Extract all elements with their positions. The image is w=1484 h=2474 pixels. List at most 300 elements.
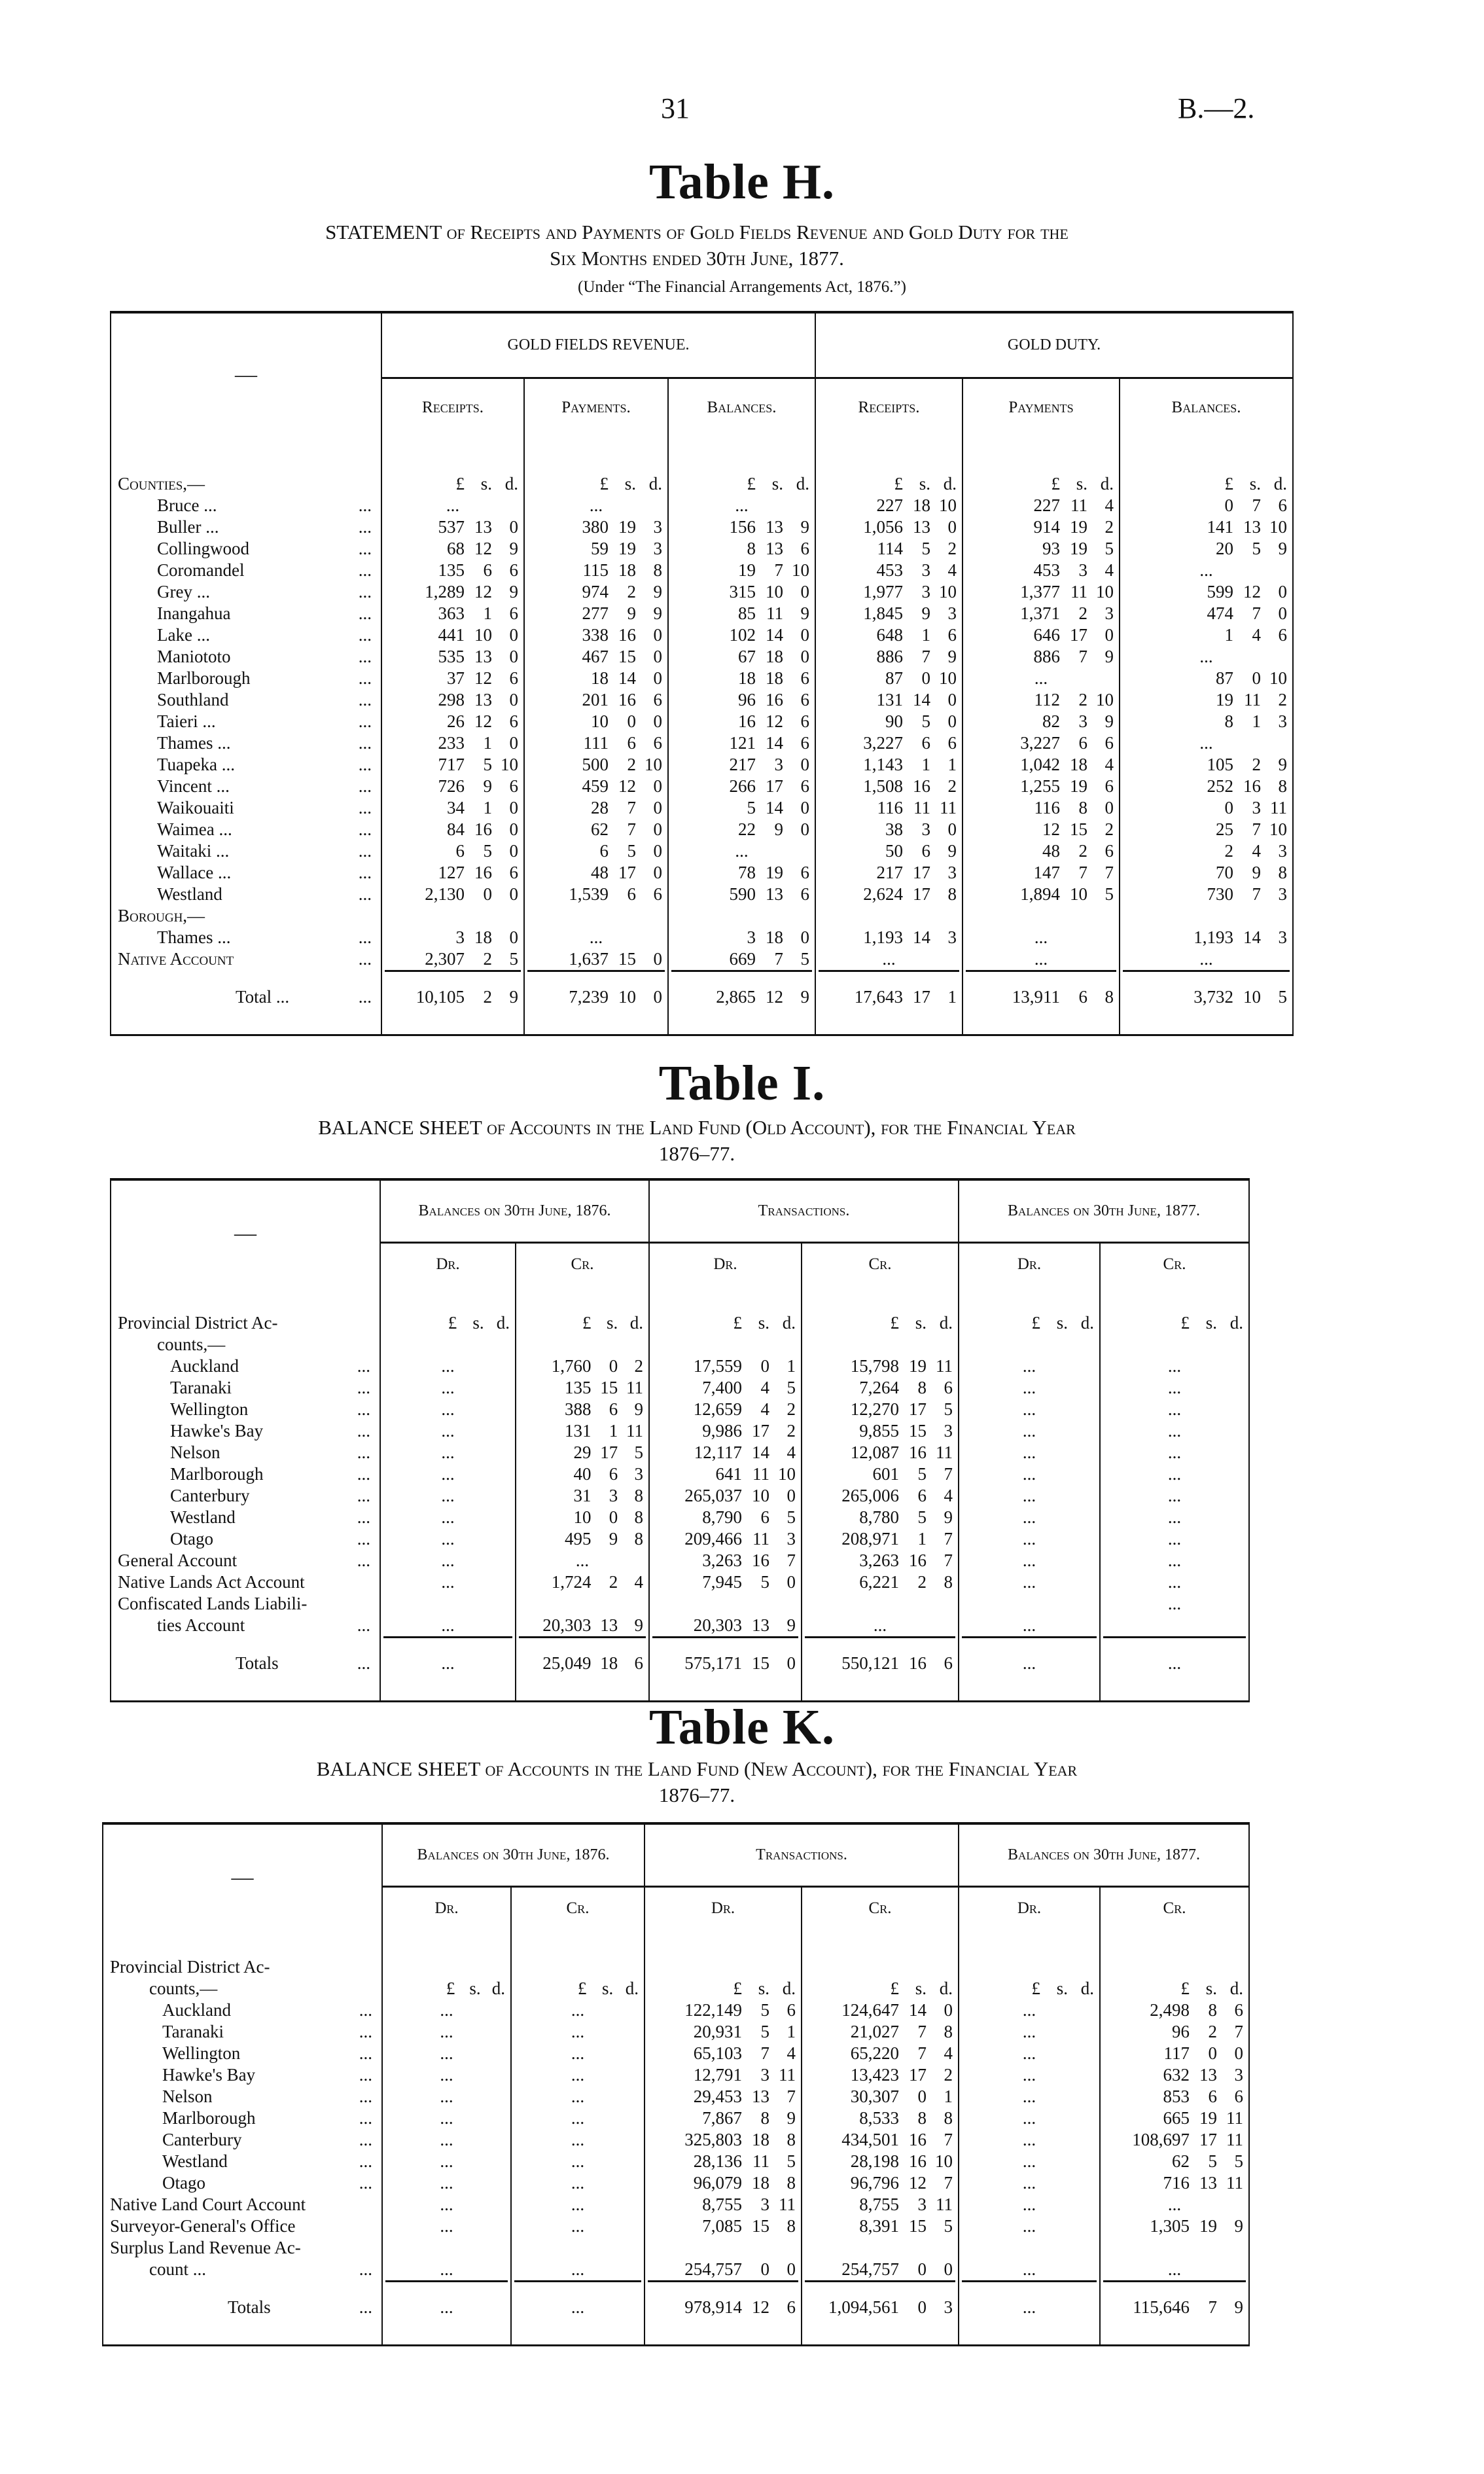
shillings: s.: [472, 1313, 484, 1333]
nil-marker: ...: [440, 2195, 453, 2214]
pounds: £: [1031, 1979, 1040, 1998]
amount: [802, 2064, 958, 2086]
amount-cell: [524, 970, 668, 1008]
nil-amount: [383, 2064, 510, 2086]
amount: [669, 754, 815, 776]
pence: 6: [1278, 625, 1288, 645]
pounds: 102: [729, 625, 756, 645]
amount: [816, 668, 962, 689]
shillings: 15: [618, 647, 636, 666]
amount-cell: [649, 1593, 802, 1615]
shillings: 1: [1252, 711, 1262, 731]
row-label-cell: [111, 516, 381, 538]
stub-header: —: [231, 1865, 254, 1890]
row-label: Surplus Land Revenue Ac-: [110, 2238, 301, 2257]
amount: [382, 711, 523, 732]
nil-marker: ...: [1022, 2297, 1036, 2317]
pounds: 96,079: [693, 2173, 742, 2193]
amount-cell: [959, 2215, 1100, 2237]
amount-cell: [1100, 1377, 1249, 1399]
row-label-cell: [111, 1420, 380, 1442]
pounds: 730: [1207, 884, 1234, 904]
nil-marker: ...: [1022, 1572, 1036, 1592]
pence: d.: [496, 1313, 510, 1333]
group-header-gold-duty: GOLD DUTY.: [815, 312, 1293, 378]
nil-marker: ...: [440, 2022, 453, 2041]
shillings: 14: [913, 927, 930, 947]
shillings: 1: [917, 1529, 927, 1549]
table-row: [103, 2021, 1249, 2043]
amount: [802, 1355, 958, 1377]
shillings: 19: [909, 1356, 927, 1376]
pence: 3: [653, 517, 662, 537]
pence: 8: [786, 2173, 796, 2193]
nil-amount: [381, 1355, 515, 1377]
row-label-cell: [111, 711, 381, 732]
amount-cell: [1100, 1615, 1249, 1636]
table-i-subtitle: [98, 1115, 1296, 1167]
shillings: 5: [760, 2022, 769, 2041]
amount-cell: [802, 1442, 959, 1463]
pence: 9: [1234, 2216, 1243, 2236]
nil-marker: ...: [440, 2297, 453, 2317]
amount-cell: [959, 1312, 1100, 1334]
amount-cell: [524, 668, 668, 689]
pence: 11: [626, 1421, 643, 1441]
row-label-cell: [111, 927, 381, 948]
shillings: 13: [474, 690, 492, 709]
shillings: 13: [766, 517, 783, 537]
pence: 0: [509, 625, 518, 645]
table-h-subtitle-line-2: Six Months ended 30th June, 1877.: [550, 247, 844, 270]
pounds: 141: [1207, 517, 1234, 537]
shillings: 3: [917, 2195, 927, 2214]
shillings: 13: [752, 1615, 769, 1635]
nil-marker: ...: [441, 1464, 455, 1484]
shillings: 19: [618, 517, 636, 537]
amount: [1101, 1999, 1248, 2021]
amount: [1101, 2297, 1248, 2318]
amount-cell: [516, 1485, 649, 1507]
nil-amount: [383, 2172, 510, 2194]
amount-cell: [511, 2021, 645, 2043]
amount: [650, 1528, 801, 1550]
pounds: 5: [747, 798, 756, 817]
pence: d.: [782, 1979, 796, 1998]
dot-leader: ...: [357, 1529, 370, 1549]
pence: 4: [786, 2043, 796, 2063]
table-row: [111, 1507, 1249, 1528]
amount: [1101, 2021, 1248, 2043]
group-header-balances-1877: Balances on 30th June, 1877.: [959, 1179, 1249, 1242]
pence: 3: [1278, 841, 1288, 861]
row-label: Provincial District Ac-: [110, 1957, 270, 1977]
amount: [645, 2064, 801, 2086]
shillings: s.: [1205, 1979, 1217, 1998]
shillings: 13: [474, 647, 492, 666]
shillings: 2: [483, 987, 492, 1007]
amount-cell: [1100, 1334, 1249, 1355]
amount-cell: [524, 495, 668, 516]
pounds: 10: [573, 1507, 592, 1527]
shillings: 10: [752, 1486, 769, 1505]
amount: [516, 1463, 648, 1485]
pounds: 974: [582, 582, 609, 601]
nil-marker: ...: [1167, 1507, 1182, 1527]
group-header-balances-1876: Balances on 30th June, 1876.: [380, 1179, 649, 1242]
pence: 0: [786, 2259, 796, 2279]
shillings: s.: [601, 1979, 614, 1998]
shillings: 3: [609, 1486, 618, 1505]
row-label: Coromandel: [157, 560, 245, 580]
pounds: 2,498: [1150, 2000, 1190, 2020]
amount: [816, 516, 962, 538]
shillings: 9: [627, 603, 636, 623]
pence: 0: [653, 863, 662, 882]
amount-cell: [802, 2107, 959, 2129]
shillings: 14: [1243, 927, 1262, 947]
pounds: 37: [447, 668, 465, 688]
nil-amount: [381, 1653, 515, 1674]
amount: [802, 1653, 958, 1674]
sum-rule: [1103, 1636, 1246, 1638]
pounds: £: [733, 1313, 742, 1333]
pounds: 599: [1207, 582, 1234, 601]
nil-marker: ...: [589, 927, 603, 947]
amount-cell: [963, 516, 1120, 538]
amount: [382, 603, 523, 624]
row-label-cell: [111, 862, 381, 884]
amount-cell: [516, 1463, 649, 1485]
shillings: 6: [609, 1464, 618, 1484]
pounds: £: [1051, 474, 1060, 493]
amount: [1120, 473, 1292, 495]
shillings: 7: [627, 819, 636, 839]
table-row: [111, 1571, 1249, 1593]
amount: [1120, 689, 1292, 711]
shillings: s.: [1205, 1313, 1217, 1333]
amount-cell: [645, 1956, 802, 1978]
amount: [1120, 668, 1292, 689]
pounds: 20,931: [693, 2022, 742, 2041]
dot-leader: ...: [357, 1399, 370, 1419]
amount-cell: [524, 581, 668, 603]
pence: 0: [1278, 603, 1288, 623]
table-row: [103, 2064, 1249, 2086]
pounds: 3: [747, 927, 756, 947]
amount-cell: [963, 732, 1120, 754]
pence: 6: [800, 884, 809, 904]
amount-cell: [511, 2129, 645, 2151]
nil-marker: ...: [571, 2043, 585, 2063]
pounds: 1,143: [863, 755, 903, 774]
amount-cell: [815, 689, 963, 711]
pounds: 641: [715, 1464, 742, 1484]
pounds: 3: [455, 927, 465, 947]
nil-amount: [381, 1463, 515, 1485]
shillings: 5: [917, 1507, 927, 1527]
nil-amount: [959, 1999, 1099, 2021]
table-i-title: Table I.: [658, 1056, 826, 1111]
table-row: [103, 2215, 1249, 2237]
sum-rule: [805, 2280, 955, 2282]
row-label-cell: [111, 1463, 380, 1485]
nil-marker: ...: [1034, 927, 1048, 947]
nil-amount: [383, 2194, 510, 2215]
row-label: Hawke's Bay: [170, 1421, 264, 1441]
amount-cell: [1100, 1355, 1249, 1377]
amount-cell: [381, 581, 524, 603]
nil-amount: [959, 2129, 1099, 2151]
nil-marker: ...: [1022, 2216, 1036, 2236]
amount-cell: [649, 1399, 802, 1420]
col-header: Balances.: [1120, 378, 1293, 437]
pence: 2: [786, 1399, 796, 1419]
pounds: 96: [738, 690, 756, 709]
amount: [1120, 862, 1292, 884]
pounds: 124,647: [841, 2000, 899, 2020]
amount-cell: [645, 2237, 802, 2259]
amount-cell: [963, 538, 1120, 560]
pence: 6: [1104, 776, 1114, 796]
shillings: 0: [627, 711, 636, 731]
amount: [1120, 516, 1292, 538]
pence: 6: [800, 776, 809, 796]
shillings: 3: [1252, 798, 1262, 817]
table-row: [111, 840, 1293, 862]
nil-marker: ...: [571, 2259, 585, 2279]
row-label: Otago: [162, 2173, 205, 2193]
row-label-cell: [111, 1377, 380, 1399]
pence: 5: [944, 1399, 953, 1419]
amount: [645, 2021, 801, 2043]
table-row: [103, 2194, 1249, 2215]
pounds: 135: [564, 1378, 592, 1397]
amount: [802, 1377, 958, 1399]
shillings: 13: [752, 2087, 769, 2106]
shillings: 1: [921, 755, 930, 774]
nil-amount: [512, 2259, 644, 2280]
row-label-cell: [103, 1956, 382, 1978]
row-label: Canterbury: [170, 1486, 250, 1505]
shillings: 2: [1078, 841, 1087, 861]
amount-cell: [963, 776, 1120, 797]
row-label: Totals: [228, 2297, 271, 2317]
pounds: 1,724: [551, 1572, 592, 1592]
pence: 7: [944, 1464, 953, 1484]
pence: 0: [509, 927, 518, 947]
amount-cell: [959, 1463, 1100, 1485]
amount: [816, 624, 962, 646]
pounds: 8,391: [859, 2216, 899, 2236]
amount: [382, 927, 523, 948]
amount-cell: [382, 1956, 511, 1978]
pence: 3: [947, 863, 957, 882]
amount: [802, 2215, 958, 2237]
pounds: £: [577, 1979, 587, 1998]
table-i-subtitle-line-1: BALANCE SHEET of Accounts in the Land Fund (Old Account), for the Financial Year: [318, 1116, 1076, 1139]
row-label-cell: [111, 1636, 380, 1674]
shillings: 14: [752, 1443, 769, 1462]
amount-cell: [959, 1615, 1100, 1636]
amount-cell: [959, 1399, 1100, 1420]
pence: 2: [1104, 517, 1114, 537]
amount-cell: [380, 1593, 516, 1615]
amount-cell: [381, 560, 524, 581]
pounds: 6: [455, 841, 465, 861]
pounds: 7,085: [702, 2216, 742, 2236]
table-h: [110, 311, 1294, 1036]
pence: 0: [509, 517, 518, 537]
amount: [802, 2151, 958, 2172]
shillings: 12: [474, 711, 492, 731]
col-header: Payments.: [524, 378, 668, 437]
nil-amount: [512, 2086, 644, 2107]
pence: 6: [509, 560, 518, 580]
shillings: 18: [1070, 755, 1087, 774]
nil-marker: ...: [1022, 1378, 1036, 1397]
nil-amount: [381, 1528, 515, 1550]
dot-leader: ...: [358, 733, 372, 753]
nil-amount: [959, 2064, 1099, 2086]
shillings: 19: [1070, 539, 1087, 558]
amount-cell: [959, 1978, 1100, 1999]
amount-cell: [815, 646, 963, 668]
amount: [802, 1399, 958, 1420]
row-label-cell: [103, 2215, 382, 2237]
table-row: [111, 1550, 1249, 1571]
pounds: 10: [591, 711, 609, 731]
amount-cell: [802, 2064, 959, 2086]
amount-cell: [649, 1485, 802, 1507]
amount-cell: [524, 776, 668, 797]
pounds: 227: [876, 495, 903, 515]
amount-cell: [649, 1528, 802, 1550]
shillings: 0: [917, 2259, 927, 2279]
pence: 6: [800, 733, 809, 753]
amount-cell: [802, 2151, 959, 2172]
amount-cell: [511, 1999, 645, 2021]
shillings: 16: [618, 625, 636, 645]
pence: 3: [1278, 927, 1288, 947]
amount-cell: [963, 970, 1120, 1008]
nil-marker: ...: [440, 2216, 453, 2236]
shillings: 6: [921, 841, 930, 861]
table-row: [111, 603, 1293, 624]
dot-leader: ...: [358, 987, 372, 1007]
amount: [669, 603, 815, 624]
nil-marker: ...: [441, 1572, 455, 1592]
shillings: s.: [919, 474, 930, 493]
nil-marker: ...: [735, 495, 749, 515]
shillings: 15: [600, 1378, 618, 1397]
table-row: [111, 1399, 1249, 1420]
pence: 4: [1104, 560, 1114, 580]
amount-cell: [511, 2215, 645, 2237]
pence: 0: [944, 2259, 953, 2279]
amount: [525, 603, 667, 624]
amount-cell: [959, 2021, 1100, 2043]
pounds: 6: [599, 841, 609, 861]
col-header: Payments: [963, 378, 1120, 437]
nil-marker: ...: [1022, 2087, 1036, 2106]
pounds: 105: [1207, 755, 1234, 774]
amount: [963, 754, 1119, 776]
shillings: 4: [1252, 625, 1262, 645]
amount: [650, 1463, 801, 1485]
pounds: 48: [1042, 841, 1060, 861]
pounds: 7,400: [702, 1378, 742, 1397]
row-label: Wellington: [162, 2043, 241, 2063]
nil-amount: [1101, 1377, 1248, 1399]
amount: [1120, 538, 1292, 560]
amount-cell: [668, 819, 815, 840]
pounds: 62: [591, 819, 609, 839]
nil-marker: ...: [440, 2065, 453, 2085]
amount-cell: [649, 1571, 802, 1593]
pounds: 10,105: [415, 987, 465, 1007]
amount-cell: [815, 711, 963, 732]
nil-amount: [512, 2129, 644, 2151]
amount-cell: [963, 689, 1120, 711]
pence: 6: [653, 884, 662, 904]
shillings: 3: [760, 2065, 769, 2085]
pence: 4: [944, 1486, 953, 1505]
row-label: Southland: [157, 690, 229, 709]
nil-amount: [1101, 1593, 1248, 1615]
amount-cell: [668, 538, 815, 560]
amount: [802, 1463, 958, 1485]
amount: [650, 1615, 801, 1636]
shillings: 1: [609, 1421, 618, 1441]
pence: 10: [501, 755, 518, 774]
pence: d.: [648, 474, 662, 493]
amount: [1101, 2215, 1248, 2237]
amount: [525, 797, 667, 819]
amount-cell: [1120, 711, 1293, 732]
pence: 11: [626, 1378, 643, 1397]
amount-cell: [815, 840, 963, 862]
pence: 11: [940, 798, 957, 817]
table-row: [111, 1463, 1249, 1485]
pounds: 0: [1224, 495, 1234, 515]
nil-marker: ...: [1022, 1551, 1036, 1570]
pence: 0: [653, 798, 662, 817]
amount-cell: [815, 754, 963, 776]
amount: [516, 1653, 648, 1674]
amount-cell: [1100, 2259, 1249, 2280]
pounds: 0: [1224, 798, 1234, 817]
pence: 5: [1104, 539, 1114, 558]
row-label: Westland: [157, 884, 222, 904]
pounds: 252: [1207, 776, 1234, 796]
amount: [382, 840, 523, 862]
row-label: Wellington: [170, 1399, 249, 1419]
shillings: 5: [760, 1572, 769, 1592]
amount: [1120, 927, 1292, 948]
amount: [382, 862, 523, 884]
nil-amount: [1101, 1507, 1248, 1528]
amount: [816, 581, 962, 603]
amount: [516, 1355, 648, 1377]
amount-cell: [963, 840, 1120, 862]
pounds: 227: [1033, 495, 1060, 515]
amount: [1120, 603, 1292, 624]
col-header-cr: Cr.: [802, 1242, 959, 1286]
nil-amount: [959, 2215, 1099, 2237]
amount-cell: [668, 797, 815, 819]
amount-cell: [381, 862, 524, 884]
